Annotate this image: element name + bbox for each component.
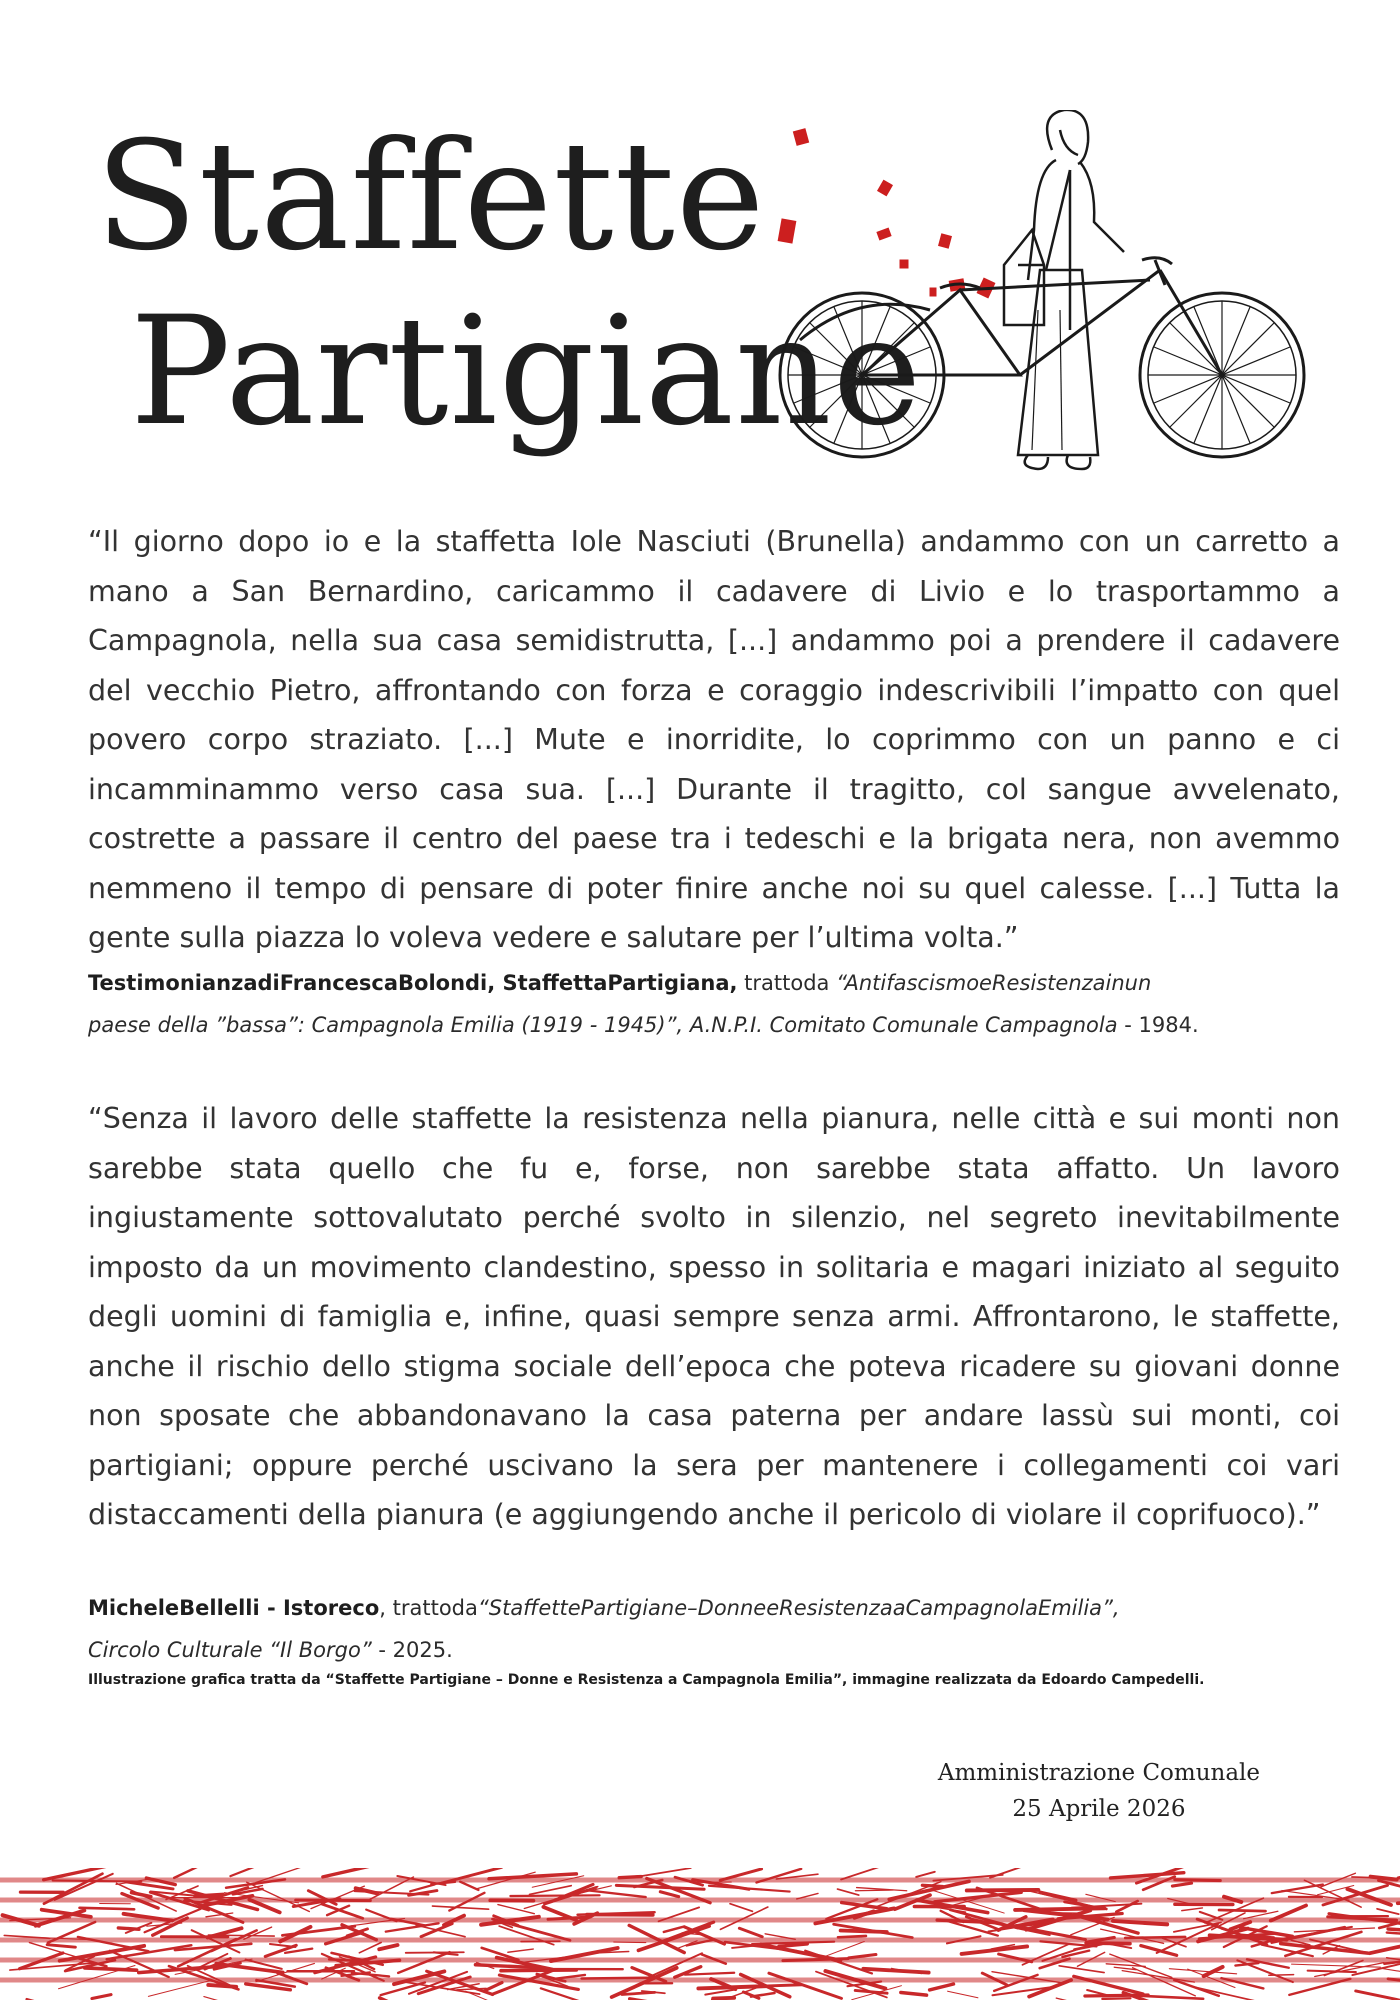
testimony-quote-bolondi: “Il giorno dopo io e la staffetta Iole Nasciuti (Brunella) andammo con un carretto a mano a San Bernardino, caricammo il cadavere di Livio e lo trasportammo a Campagnola, nella sua casa semidistrutta, [...] andammo poi a prendere il cadavere del vecchio Pietro, affrontando con forza e coraggio indescrivibili l’impatto con quel povero corpo straziato. [...] Mute e inorridite, lo coprimmo con un panno e ci incamminammo verso casa sua. [...] Durante il tragitto, col sangue avvelenato, costrette a passare il centro del paese tra i tedeschi e la brigata nera, non avemmo nemmeno il tempo di pensare di poter finire anche noi su quel calesse. [...] Tutta la gente sulla piazza lo voleva vedere e salutare per l’ultima volta.” xyxy=(88,525,1340,954)
brush-stroke xyxy=(1169,1969,1236,1974)
brush-stroke xyxy=(174,1868,229,1878)
brush-stroke xyxy=(230,1868,280,1876)
bicycle-icon xyxy=(780,258,1304,457)
brush-stroke xyxy=(863,1969,928,1973)
brush-stroke xyxy=(1172,1883,1191,1886)
brush-stroke xyxy=(1086,1943,1130,1944)
brush-stroke xyxy=(79,1908,134,1909)
brush-stroke xyxy=(1308,1971,1356,1972)
brush-stroke xyxy=(1370,1946,1400,1954)
brush-stroke xyxy=(705,1990,734,1995)
brush-stroke xyxy=(616,1885,704,1889)
brush-stroke xyxy=(510,1895,599,1896)
credit-source-title: “AntifascismoeResistenzainun xyxy=(836,971,1152,995)
brush-stroke xyxy=(1377,1909,1399,1914)
credit-author: TestimonianzadiFrancescaBolondi, StaffettaPartigiana, xyxy=(88,971,738,995)
credit-year: - 2025. xyxy=(371,1638,453,1662)
brush-stroke xyxy=(282,1926,354,1935)
red-brush-strokes-decoration xyxy=(0,1868,1400,2000)
brush-band xyxy=(0,1878,1400,1882)
brush-stroke xyxy=(664,1927,683,1932)
woman-figure-icon xyxy=(1004,110,1124,469)
brush-stroke xyxy=(204,1997,226,2000)
brush-stroke xyxy=(1269,1975,1294,1976)
brush-stroke xyxy=(751,1993,775,1997)
brush-stroke xyxy=(508,1949,533,1952)
brush-stroke xyxy=(838,1936,866,1937)
brush-stroke xyxy=(1023,1889,1090,1905)
brush-stroke xyxy=(460,1882,478,1890)
brush-stroke xyxy=(901,1992,927,1995)
brush-stroke xyxy=(930,1984,954,1990)
brush-band xyxy=(0,1958,1400,1962)
brush-stroke xyxy=(1059,1966,1104,1973)
title-line-2: Partigiane xyxy=(130,285,923,459)
credit-plain: , trattoda xyxy=(379,1596,478,1620)
brush-stroke xyxy=(1116,1901,1137,1912)
brush-stroke xyxy=(379,1945,397,1949)
brush-stroke xyxy=(1356,1991,1400,2000)
brush-stroke xyxy=(386,1923,439,1931)
brush-stroke xyxy=(948,1991,978,1998)
title-line-1: Staffette xyxy=(95,110,766,284)
illustration-credit: Illustrazione grafica tratta da “Staffette Partigiane – Donne e Resistenza a Campagnola Emilia”, immagine realizzata da Edoardo Campedelli. xyxy=(88,1672,1205,1688)
brush-stroke xyxy=(660,1892,678,1897)
brush-stroke xyxy=(47,1945,75,1947)
brush-stroke xyxy=(398,1952,449,1973)
brush-stroke xyxy=(85,1968,137,1970)
brush-stroke xyxy=(322,1904,363,1918)
credit-year: - 1984. xyxy=(1117,1013,1199,1037)
brush-band xyxy=(0,1938,1400,1942)
brush-stroke xyxy=(498,1905,534,1914)
brush-stroke xyxy=(1387,1933,1400,1939)
brush-band xyxy=(0,1918,1400,1922)
brush-stroke xyxy=(1182,1908,1203,1911)
brush-stroke xyxy=(962,1946,1028,1953)
brush-stroke xyxy=(837,1889,858,1895)
signature-date: 25 Aprile 2026 xyxy=(1012,1796,1186,1822)
essay-credit-bellelli xyxy=(88,1587,1340,1671)
brush-stroke xyxy=(739,1928,762,1936)
brush-stroke xyxy=(849,1955,876,1958)
testimony-credit-bolondi xyxy=(88,962,1340,1046)
flying-leaflets-icon xyxy=(778,129,995,298)
brush-stroke xyxy=(216,1964,283,1973)
brush-stroke xyxy=(916,1872,935,1877)
brush-band xyxy=(0,1898,1400,1902)
brush-stroke xyxy=(685,1973,734,1975)
brush-stroke xyxy=(1219,1910,1265,1911)
essay-quote-bellelli: “Senza il lavoro delle staffette la resistenza nella pianura, nelle città e sui monti non sarebbe stata quello che fu e, forse, non sarebbe stata affatto. Un lavoro ingiustamente sottovalutato perché svolto in silenzio, nel segreto inevitabilmente imposto da un movimento clandestino, spesso in solitaria e magari iniziato al seguito degli uomini di famiglia e, infine, quasi sempre senza armi. Affrontarono, le staffette, anche il rischio dello stigma sociale dell’epoca che poteva ricadere su giovani donne non sposate che abbandonavano la casa paterna per andare lassù sui monti, coi partigiani; oppure perché uscivano la sera per mantenere i collegamenti coi vari distaccamenti della pianura (e aggiungendo anche il pericolo di violare il coprifuoco).” xyxy=(88,1102,1340,1531)
brush-band xyxy=(0,1978,1400,1982)
brush-stroke xyxy=(501,1970,576,1971)
brush-stroke xyxy=(1029,1980,1071,1997)
brush-stroke xyxy=(432,1906,488,1909)
woman-with-bicycle-illustration xyxy=(770,110,1310,480)
brush-stroke xyxy=(622,1992,655,1994)
brush-stroke xyxy=(92,1995,111,1999)
credit-plain: trattoda xyxy=(737,971,837,995)
signature-block xyxy=(938,1755,1260,1827)
credit-author: MicheleBellelli - Istoreco xyxy=(88,1596,380,1620)
credit-source-publisher: Circolo Culturale “Il Borgo” xyxy=(88,1638,372,1662)
brush-stroke xyxy=(779,1944,807,1947)
brush-stroke xyxy=(1042,1913,1085,1914)
credit-source-title: “StaffettePartigiane–DonneeResistenzaaCampagnolaEmilia”, xyxy=(477,1596,1120,1620)
brush-stroke xyxy=(406,1952,464,1953)
brush-stroke xyxy=(1102,1998,1130,1999)
brush-stroke xyxy=(638,1868,691,1877)
brush-stroke xyxy=(730,1904,752,1912)
brush-stroke xyxy=(359,1943,381,1953)
brush-stroke xyxy=(530,1886,572,1895)
credit-source-publisher: paese della ”bassa”: Campagnola Emilia (1919 - 1945)”, A.N.P.I. Comitato Comunale Campagnola xyxy=(88,1013,1118,1037)
signature-organization: Amministrazione Comunale xyxy=(937,1760,1260,1786)
brush-stroke xyxy=(484,1983,502,1991)
brush-stroke xyxy=(541,1988,598,2000)
brush-stroke xyxy=(713,1998,734,1999)
brush-stroke xyxy=(323,1868,381,1877)
brush-stroke xyxy=(1272,1885,1323,1894)
